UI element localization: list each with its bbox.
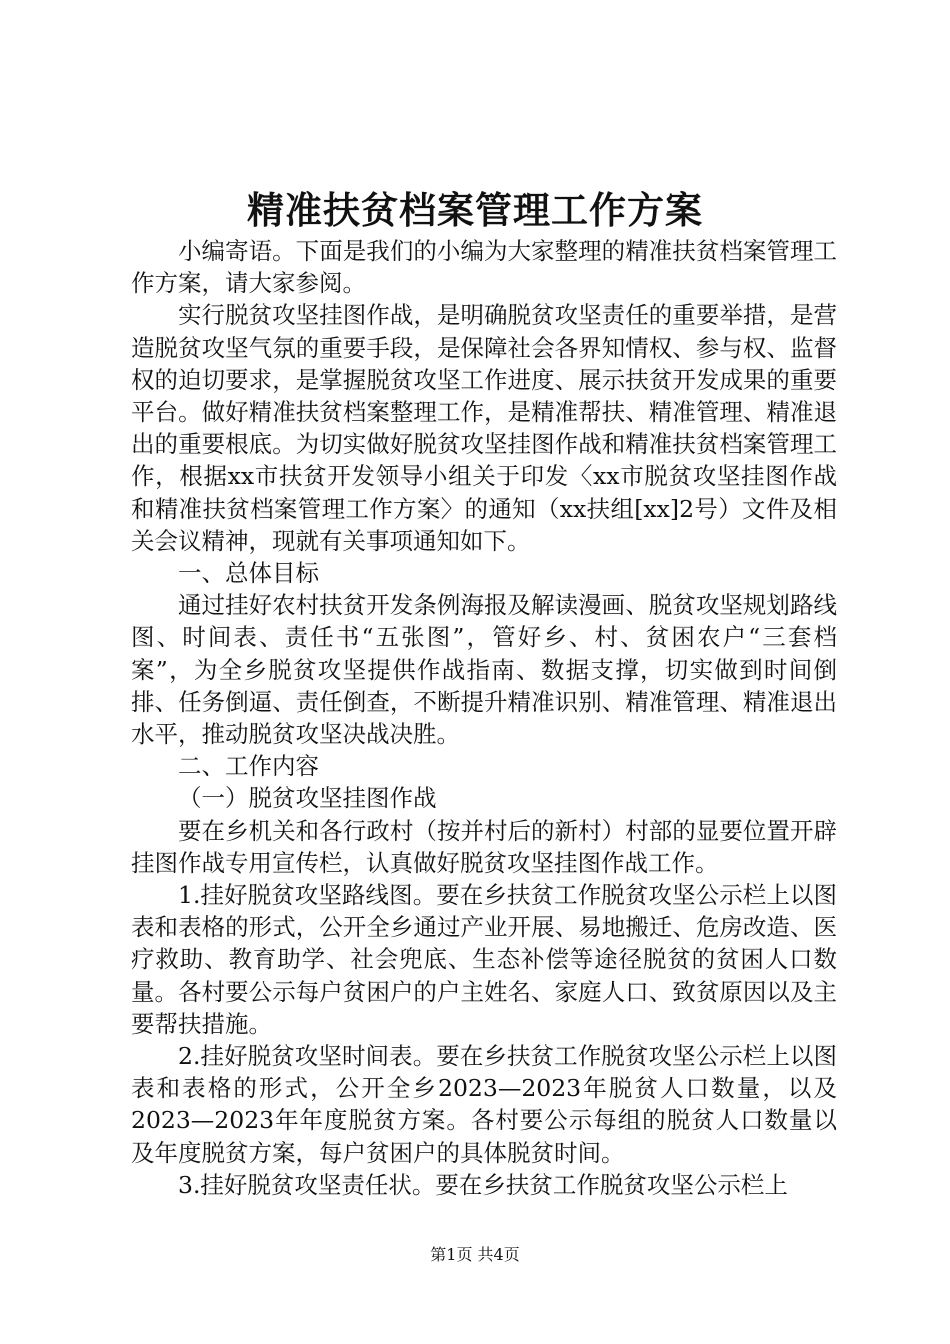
paragraph-map-battle: 要在乡机关和各行政村（按并村后的新村）村部的显要位置开辟挂图作战专用宣传栏，认真做好脱贫攻坚挂图作战工作。 [131, 816, 837, 877]
section-heading-content: 二、工作内容 [178, 752, 319, 781]
paragraph-goals: 通过挂好农村扶贫开发条例海报及解读漫画、脱贫攻坚规划路线图、时间表、责任书“五张图”，管好乡、村、贫困农户“三套档案”，为全乡脱贫攻坚提供作战指南、数据支撑，切实做到时间倒排、任务倒逼、责任倒查，不断提升精准识别、精准管理、精准退出水平，推动脱贫攻坚决战决胜。 [131, 591, 837, 749]
paragraph-intro: 小编寄语。下面是我们的小编为大家整理的精准扶贫档案管理工作方案，请大家参阅。 [131, 237, 837, 298]
paragraph-item-2: 2.挂好脱贫攻坚时间表。要在乡扶贫工作脱贫攻坚公示栏上以图表和表格的形式，公开全乡2023—2023年脱贫人口数量，以及2023—2023年年度脱贫方案。各村要公示每组的脱贫人口数量以及年度脱贫方案，每户贫困户的具体脱贫时间。 [131, 1042, 837, 1167]
page-footer: 第1页 共4页 [430, 1245, 520, 1264]
section-heading-goals: 一、总体目标 [178, 559, 319, 588]
paragraph-background: 实行脱贫攻坚挂图作战，是明确脱贫攻坚责任的重要举措，是营造脱贫攻坚气氛的重要手段，是保障社会各界知情权、参与权、监督权的迫切要求，是掌握脱贫攻坚工作进度、展示扶贫开发成果的重要平台。做好精准扶贫档案整理工作，是精准帮扶、精准管理、精准退出的重要根底。为切实做好脱贫攻坚挂图作战和精准扶贫档案管理工作，根据xx市扶贫开发领导小组关于印发〈xx市脱贫攻坚挂图作战和精准扶贫档案管理工作方案〉的通知（xx扶组[xx]2号）文件及相关会议精神，现就有关事项通知如下。 [131, 301, 837, 555]
paragraph-item-1: 1.挂好脱贫攻坚路线图。要在乡扶贫工作脱贫攻坚公示栏上以图表和表格的形式，公开全乡通过产业开展、易地搬迁、危房改造、医疗救助、教育助学、社会兜底、生态补偿等途径脱贫的贫困人口数量。各村要公示每户贫困户的户主姓名、家庭人口、致贫原因以及主要帮扶措施。 [131, 881, 837, 1038]
paragraph-item-3: 3.挂好脱贫攻坚责任状。要在乡扶贫工作脱贫攻坚公示栏上 [178, 1170, 788, 1199]
document-body [131, 235, 837, 1201]
subsection-heading-map-battle: （一）脱贫攻坚挂图作战 [178, 784, 437, 813]
document-title: 精准扶贫档案管理工作方案 [247, 188, 703, 232]
